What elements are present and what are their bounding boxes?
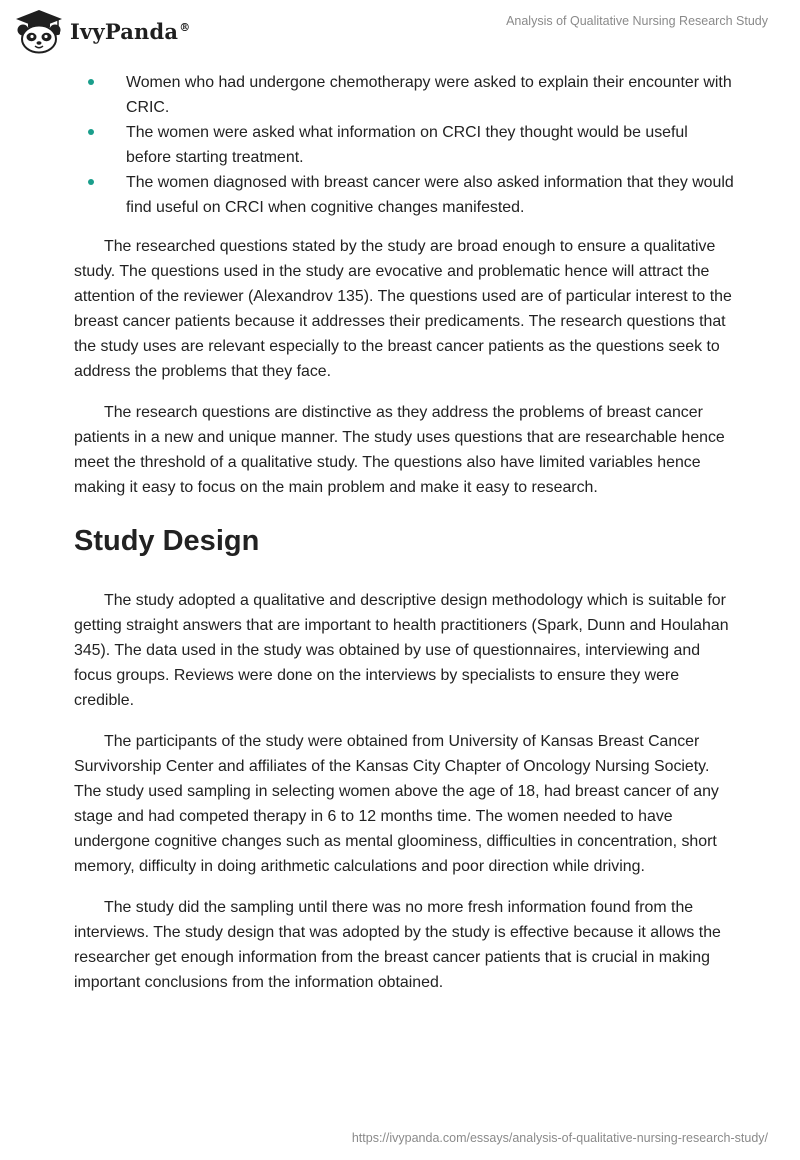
bullet-dot-icon <box>88 79 94 85</box>
bullet-dot-icon <box>88 179 94 185</box>
logo[interactable] <box>14 8 190 54</box>
paragraph: The study did the sampling until there was no more fresh information found from the interviews. The study design that was adopted by the study is effective because it allows the researcher get enough information from the breast cancer patients that is crucial in making important conclusions from the information obtained. <box>74 899 721 991</box>
paragraph: The participants of the study were obtained from University of Kansas Breast Cancer Survivorship Center and affiliates of the Kansas City Chapter of Oncology Nursing Society. The study used sampling in selecting women above the age of 18, had breast cancer of any stage and had competed therapy in 6 to 12 months time. The women needed to have undergone cognitive changes such as mental gloominess, difficulties in concentration, short memory, difficulty in doing arithmetic calculations and poor direction while driving. <box>74 733 719 875</box>
document-title: Analysis of Qualitative Nursing Research Study <box>506 14 768 28</box>
page-header <box>0 0 800 64</box>
paragraph: The study adopted a qualitative and descriptive design methodology which is suitable for getting straight answers that are important to health practitioners (Spark, Dunn and Houlahan 345). The data used in the study was obtained by use of questionnaires, interviewing and focus groups. Reviews were done on the interviews by specialists to ensure they were credible. <box>74 592 729 709</box>
paragraph: The research questions are distinctive as they address the problems of breast cancer patients in a new and unique manner. The study uses questions that are researchable hence meet the threshold of a qualitative study. The questions also have limited variables hence making it easy to focus on the main problem and make it easy to research. <box>74 404 725 496</box>
list-item: Women who had undergone chemotherapy were asked to explain their encounter with CRIC. <box>74 70 734 120</box>
essay-content <box>74 70 734 995</box>
panda-graduate-icon <box>14 8 64 54</box>
bullet-dot-icon <box>88 129 94 135</box>
logo-text: IvyPanda® <box>70 18 191 44</box>
bullet-list <box>74 70 734 220</box>
paragraph: The researched questions stated by the study are broad enough to ensure a qualitative study. The questions used in the study are evocative and problematic hence will attract the attention of the reviewer (Alexandrov 135). The questions used are of particular interest to the breast cancer patients because it addresses their predicaments. The research questions that the study uses are relevant especially to the breast cancer patients as the questions seek to address the problems that they face. <box>74 238 732 380</box>
source-url[interactable]: https://ivypanda.com/essays/analysis-of-qualitative-nursing-research-study/ <box>351 1131 768 1145</box>
list-item: The women diagnosed with breast cancer were also asked information that they would find useful on CRCI when cognitive changes manifested. <box>74 170 734 220</box>
section-heading: Study Design <box>74 525 260 557</box>
list-item: The women were asked what information on CRCI they thought would be useful before starting treatment. <box>74 120 734 170</box>
